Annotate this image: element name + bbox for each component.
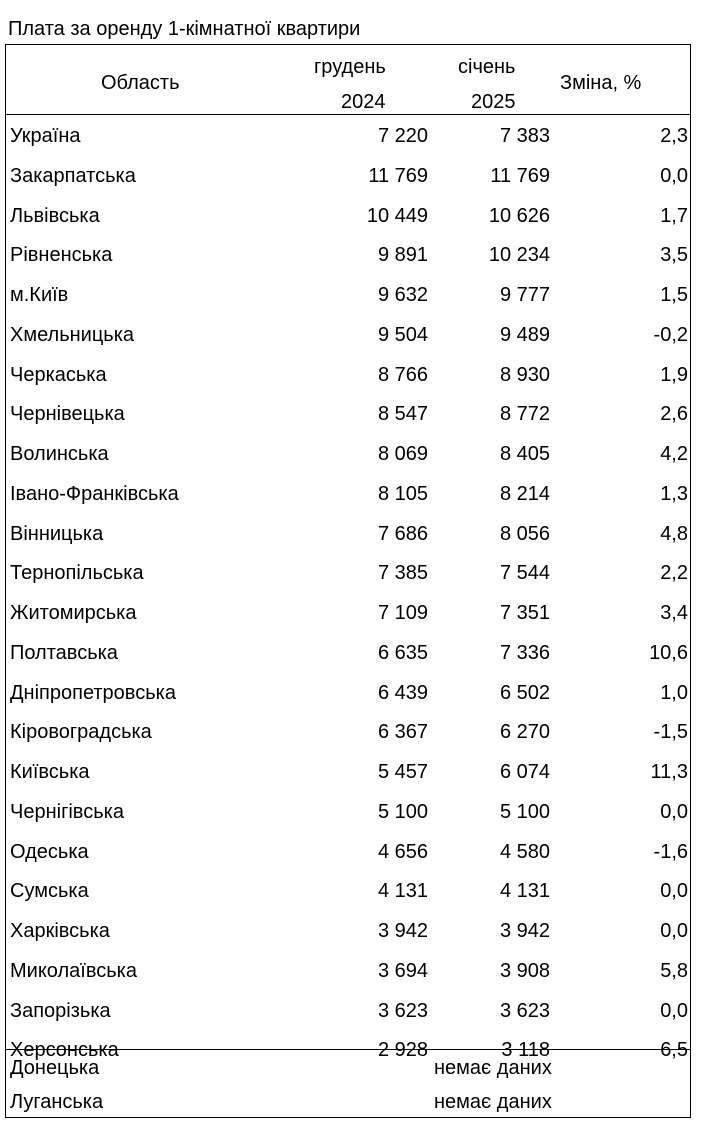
region-name: Тернопільська [10, 562, 144, 585]
region-name: Одеська [10, 840, 89, 863]
header-december-year: 2024 [341, 91, 386, 113]
value-change: -1,5 [653, 721, 688, 744]
header-january-year: 2025 [471, 91, 516, 113]
value-change: 1,3 [660, 482, 688, 505]
value-december: 5 457 [377, 761, 428, 783]
value-change: 6,5 [660, 1039, 688, 1062]
value-change: 0,0 [660, 999, 688, 1022]
value-december: 9 891 [377, 244, 428, 267]
table-header [6, 45, 690, 115]
value-january: 8 405 [499, 443, 550, 465]
table-row [6, 751, 690, 791]
table-row [6, 592, 690, 632]
table-row [6, 552, 690, 592]
rent-table [5, 44, 691, 1118]
region-name: Запорізька [10, 999, 111, 1022]
table-row [6, 950, 690, 990]
value-december: 6 367 [377, 721, 428, 744]
value-change: 1,9 [660, 363, 688, 386]
region-name: Хмельницька [10, 323, 135, 346]
value-january: 3 942 [499, 920, 550, 942]
table-row [6, 910, 690, 950]
no-data-section [6, 1049, 690, 1118]
region-name: Вінницька [10, 522, 104, 545]
value-january: 9 777 [499, 284, 550, 306]
region-name: Україна [10, 125, 81, 147]
value-january: 8 214 [499, 482, 550, 505]
value-january: 8 930 [499, 363, 550, 386]
region-name: Черкаська [10, 363, 107, 386]
value-january: 4 580 [499, 840, 550, 863]
region-name: Львівська [10, 204, 100, 227]
region-name: Волинська [10, 443, 109, 465]
value-change: 10,6 [649, 641, 688, 664]
region-name: Івано-Франківська [10, 482, 179, 505]
value-january: 4 131 [499, 880, 550, 903]
value-january: 3 118 [501, 1039, 550, 1062]
value-january: 5 100 [499, 800, 550, 823]
value-january: 7 336 [499, 641, 550, 664]
value-change: 0,0 [660, 920, 688, 942]
region-name: Херсонська [10, 1039, 119, 1062]
value-december: 10 449 [366, 204, 428, 227]
region-name: Чернігівська [10, 800, 124, 823]
value-january: 11 769 [490, 164, 550, 187]
value-december: 4 131 [377, 880, 428, 903]
region-name: Донецька [10, 1057, 100, 1079]
value-change: 4,2 [660, 443, 688, 465]
value-change: 0,0 [660, 800, 688, 823]
header-january-month: січень [458, 56, 516, 78]
table-row [6, 115, 690, 155]
value-december: 8 069 [377, 443, 428, 465]
value-change: 3,5 [660, 244, 688, 267]
region-name: м.Київ [10, 284, 69, 306]
value-change: 0,0 [660, 880, 688, 903]
value-january: 6 502 [499, 681, 550, 704]
table-row [6, 711, 690, 751]
region-name: Сумська [10, 880, 89, 903]
value-january: 7 351 [499, 602, 550, 624]
value-change: 2,6 [660, 403, 688, 426]
table-row [6, 870, 690, 910]
header-december-month: грудень [314, 56, 386, 78]
table-row [6, 155, 690, 195]
value-december: 3 942 [377, 920, 428, 942]
table-row [6, 831, 690, 871]
value-december: 9 632 [377, 284, 428, 306]
no-data-note: немає даних [434, 1057, 552, 1079]
value-january: 3 908 [499, 959, 550, 982]
value-december: 8 547 [377, 403, 428, 426]
table-row [6, 314, 690, 354]
value-december: 7 686 [377, 522, 428, 545]
table-body [6, 115, 690, 1069]
table-row [6, 791, 690, 831]
value-change: 1,0 [660, 681, 688, 704]
region-name: Кіровоградська [10, 721, 152, 744]
value-change: 1,7 [660, 204, 688, 227]
region-name: Луганська [10, 1091, 104, 1113]
no-data-row [6, 1050, 690, 1084]
value-change: 4,8 [660, 522, 688, 545]
value-december: 7 385 [377, 562, 428, 585]
value-december: 3 623 [377, 999, 428, 1022]
table-row [6, 393, 690, 433]
value-january: 10 234 [488, 244, 550, 267]
table-row [6, 632, 690, 672]
value-december: 2 928 [377, 1039, 428, 1062]
value-december: 8 105 [377, 482, 428, 505]
table-caption: Плата за оренду 1-кімнатної квартири [8, 18, 361, 40]
value-change: -0,2 [653, 323, 688, 346]
value-change: -1,6 [653, 840, 688, 863]
value-december: 5 100 [377, 800, 428, 823]
value-change: 3,4 [660, 602, 688, 624]
region-name: Харківська [10, 920, 110, 942]
value-january: 7 544 [499, 562, 550, 585]
value-january: 6 074 [499, 761, 550, 783]
table-row [6, 274, 690, 314]
value-december: 7 220 [377, 125, 428, 147]
region-name: Дніпропетровська [10, 681, 176, 704]
region-name: Чернівецька [10, 403, 125, 426]
value-december: 7 109 [377, 602, 428, 624]
value-change: 11,3 [650, 761, 688, 783]
value-december: 6 439 [377, 681, 428, 704]
value-december: 3 694 [377, 959, 428, 982]
table-row [6, 672, 690, 712]
value-change: 2,2 [660, 562, 688, 585]
region-name: Полтавська [10, 641, 118, 664]
value-december: 9 504 [377, 323, 428, 346]
value-january: 8 772 [499, 403, 550, 426]
table-row [6, 234, 690, 274]
table-row [6, 433, 690, 473]
value-change: 1,5 [660, 284, 688, 306]
value-december: 6 635 [377, 641, 428, 664]
table-row [6, 473, 690, 513]
region-name: Миколаївська [10, 959, 137, 982]
value-january: 6 270 [499, 721, 550, 744]
value-january: 10 626 [488, 204, 550, 227]
no-data-note: немає даних [434, 1091, 552, 1113]
value-january: 7 383 [499, 125, 550, 147]
no-data-row [6, 1084, 690, 1118]
region-name: Рівненська [10, 244, 113, 267]
region-name: Житомирська [10, 602, 137, 624]
value-change: 0,0 [660, 164, 688, 187]
header-region: Область [101, 72, 180, 94]
region-name: Закарпатська [10, 164, 136, 187]
value-december: 4 656 [377, 840, 428, 863]
value-change: 5,8 [660, 959, 688, 982]
value-december: 11 769 [368, 164, 428, 187]
value-january: 9 489 [499, 323, 550, 346]
header-change: Зміна, % [560, 72, 642, 94]
table-row [6, 354, 690, 394]
value-january: 8 056 [499, 522, 550, 545]
table-row [6, 990, 690, 1030]
value-change: 2,3 [660, 125, 688, 147]
value-december: 8 766 [377, 363, 428, 386]
table-row [6, 195, 690, 235]
region-name: Київська [10, 761, 90, 783]
value-january: 3 623 [499, 999, 550, 1022]
table-row [6, 513, 690, 553]
